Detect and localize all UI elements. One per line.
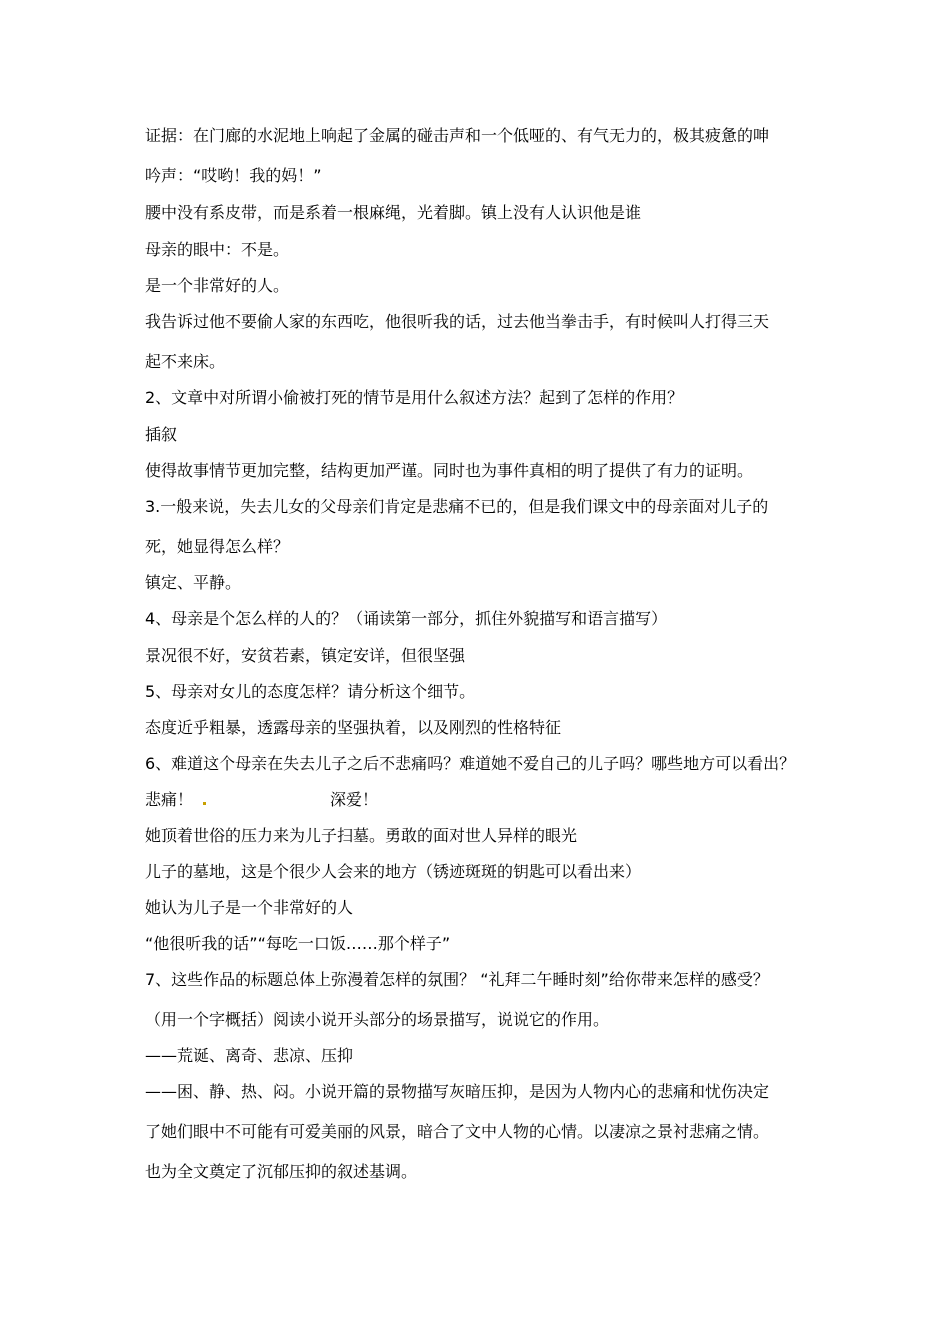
text-line: 死，她显得怎么样？ xyxy=(145,537,290,556)
text-line: 我告诉过他不要偷人家的东西吃，他很听我的话，过去他当拳击手，有时候叫人打得三天 xyxy=(145,312,770,331)
text-line: 吟声：“哎哟！我的妈！” xyxy=(145,166,322,185)
text-line: 也为全文奠定了沉郁压抑的叙述基调。 xyxy=(145,1162,418,1181)
text-line: 是一个非常好的人。 xyxy=(145,276,290,295)
text-line: 3.一般来说，失去儿女的父母亲们肯定是悲痛不已的，但是我们课文中的母亲面对儿子的 xyxy=(145,497,769,516)
text-line: 景况很不好，安贫若素，镇定安详，但很坚强 xyxy=(145,646,466,665)
text-line: 证据：在门廊的水泥地上响起了金属的碰击声和一个低哑的、有气无力的，极其疲惫的呻 xyxy=(145,126,770,145)
text-line: 2、文章中对所谓小偷被打死的情节是用什么叙述方法？起到了怎样的作用？ xyxy=(145,388,684,407)
text-line: “他很听我的话”“每吃一口饭……那个样子” xyxy=(145,934,451,953)
text-line: ——困、静、热、闷。小说开篇的景物描写灰暗压抑，是因为人物内心的悲痛和忧伤决定 xyxy=(145,1082,770,1101)
text-line: 4、母亲是个怎么样的人的？（诵读第一部分，抓住外貌描写和语言描写） xyxy=(145,609,668,628)
text-line: 插叙 xyxy=(145,425,178,444)
text-line: 7、这些作品的标题总体上弥漫着怎样的氛围？ “礼拜二午睡时刻”给你带来怎样的感受？ xyxy=(145,970,769,989)
text-line: 悲痛！ xyxy=(145,790,194,809)
text-line: 5、母亲对女儿的态度怎样？请分析这个细节。 xyxy=(145,682,476,701)
text-line: 了她们眼中不可能有可爱美丽的风景，暗合了文中人物的心情。以凄凉之景衬悲痛之情。 xyxy=(145,1122,770,1141)
text-line: 母亲的眼中：不是。 xyxy=(145,240,290,259)
text-line: 儿子的墓地，这是个很少人会来的地方（锈迹斑斑的钥匙可以看出来） xyxy=(145,862,642,881)
text-line: 6、难道这个母亲在失去儿子之后不悲痛吗？难道她不爱自己的儿子吗？哪些地方可以看出？ xyxy=(145,754,796,773)
text-line: 腰中没有系皮带，而是系着一根麻绳，光着脚。镇上没有人认识他是谁 xyxy=(145,203,642,222)
text-line: 镇定、平静。 xyxy=(145,573,242,592)
text-line: 起不来床。 xyxy=(145,352,226,371)
text-line: 她认为儿子是一个非常好的人 xyxy=(145,898,354,917)
text-line: （用一个字概括）阅读小说开头部分的场景描写，说说它的作用。 xyxy=(145,1010,610,1029)
text-line: 深爱！ xyxy=(330,790,379,809)
yellow-dot-mark xyxy=(203,802,206,805)
text-line: 使得故事情节更加完整，结构更加严谨。同时也为事件真相的明了提供了有力的证明。 xyxy=(145,461,754,480)
text-line: 态度近乎粗暴，透露母亲的坚强执着，以及刚烈的性格特征 xyxy=(145,718,562,737)
text-line: 她顶着世俗的压力来为儿子扫墓。勇敢的面对世人异样的眼光 xyxy=(145,826,578,845)
text-line: ——荒诞、离奇、悲凉、压抑 xyxy=(145,1046,354,1065)
